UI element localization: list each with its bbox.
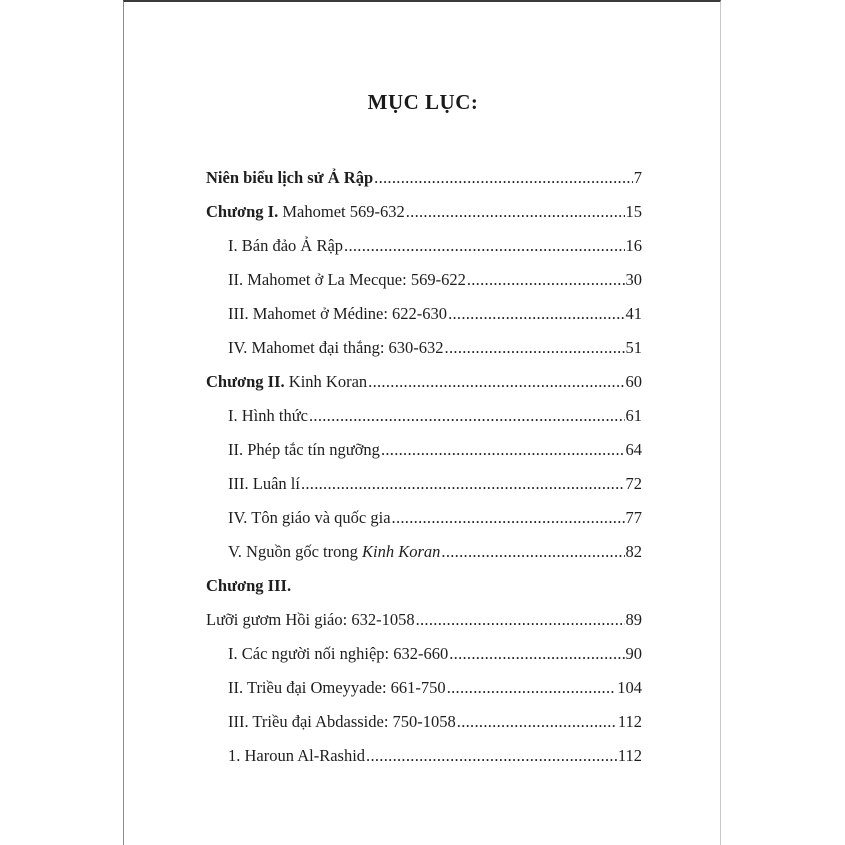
toc-entry-3-1 [206, 637, 642, 671]
toc-entry-chapter-1 [206, 195, 642, 229]
page-number: 112 [617, 746, 642, 765]
dot-leader [374, 161, 633, 195]
page-number: 64 [625, 440, 642, 459]
toc-entry-3-2 [206, 671, 642, 705]
toc-entry-3-3-1 [206, 739, 642, 773]
page-number: 16 [625, 236, 642, 255]
page-number: 82 [625, 542, 642, 561]
page-number: 41 [625, 304, 642, 323]
dot-leader [366, 739, 617, 773]
dot-leader [445, 331, 625, 365]
page-number: 30 [625, 270, 642, 289]
page-number: 7 [633, 168, 642, 187]
entry-title: Lưỡi gươm Hồi giáo: 632-1058 [206, 610, 415, 629]
entry-title: 1. Haroun Al-Rashid [228, 746, 366, 765]
page-number: 15 [625, 202, 642, 221]
entry-title: II. Mahomet ở La Mecque: 569-622 [228, 270, 466, 289]
page-number: 61 [625, 406, 642, 425]
dot-leader [416, 603, 625, 637]
dot-leader [406, 195, 625, 229]
page-title: MỤC LỤC: [367, 90, 479, 114]
toc-entry-1-2 [206, 263, 642, 297]
entry-title: V. Nguồn gốc trong [228, 542, 362, 561]
toc-entry-chronology [206, 161, 642, 195]
dot-leader [449, 637, 624, 671]
toc-entry-1-4 [206, 331, 642, 365]
entry-title: I. Bán đảo Ả Rập [228, 236, 344, 255]
entry-title-italic: Kinh Koran [361, 542, 441, 561]
chapter-label: Chương II. [206, 372, 285, 391]
dot-leader [368, 365, 624, 399]
toc-entry-chapter-2 [206, 365, 642, 399]
book-page [123, 0, 721, 845]
entry-title: IV. Mahomet đại thắng: 630-632 [228, 338, 444, 357]
toc-entry-2-2 [206, 433, 642, 467]
toc-entry-chapter-3-title [206, 603, 642, 637]
entry-title: IV. Tôn giáo và quốc gia [228, 508, 391, 527]
entry-title: III. Luân lí [228, 474, 300, 493]
dot-leader [447, 671, 617, 705]
dot-leader [448, 297, 624, 331]
page-number: 72 [625, 474, 642, 493]
entry-title: Mahomet 569-632 [278, 202, 405, 221]
chapter-label: Chương III. [206, 576, 292, 595]
chapter-label: Chương I. [206, 202, 279, 221]
toc-entry-2-1 [206, 399, 642, 433]
entry-title: Kinh Koran [284, 372, 368, 391]
dot-leader [301, 467, 625, 501]
dot-leader [457, 705, 617, 739]
entry-title: Niên biểu lịch sử Ả Rập [206, 168, 374, 187]
toc-entry-2-3 [206, 467, 642, 501]
toc-entry-3-3 [206, 705, 642, 739]
entry-title: III. Triều đại Abdasside: 750-1058 [228, 712, 456, 731]
page-number: 77 [625, 508, 642, 527]
toc-entry-1-1 [206, 229, 642, 263]
entry-title: I. Các người nối nghiệp: 632-660 [228, 644, 449, 663]
dot-leader [467, 263, 625, 297]
table-of-contents [206, 161, 642, 773]
dot-leader [392, 501, 625, 535]
toc-entry-chapter-3 [206, 569, 642, 603]
dot-leader [309, 399, 625, 433]
entry-title: I. Hình thức [228, 406, 308, 425]
toc-entry-2-4 [206, 501, 642, 535]
page-number: 112 [617, 712, 642, 731]
entry-title: II. Triều đại Omeyyade: 661-750 [228, 678, 446, 697]
page-number: 89 [625, 610, 642, 629]
dot-leader [441, 535, 624, 569]
entry-title: II. Phép tắc tín ngưỡng [228, 440, 380, 459]
page-number: 60 [625, 372, 642, 391]
toc-entry-1-3 [206, 297, 642, 331]
page-number: 51 [625, 338, 642, 357]
toc-entry-2-5 [206, 535, 642, 569]
entry-title: III. Mahomet ở Médine: 622-630 [228, 304, 448, 323]
page-number: 90 [625, 644, 642, 663]
dot-leader [344, 229, 624, 263]
dot-leader [381, 433, 625, 467]
page-number: 104 [617, 678, 642, 697]
